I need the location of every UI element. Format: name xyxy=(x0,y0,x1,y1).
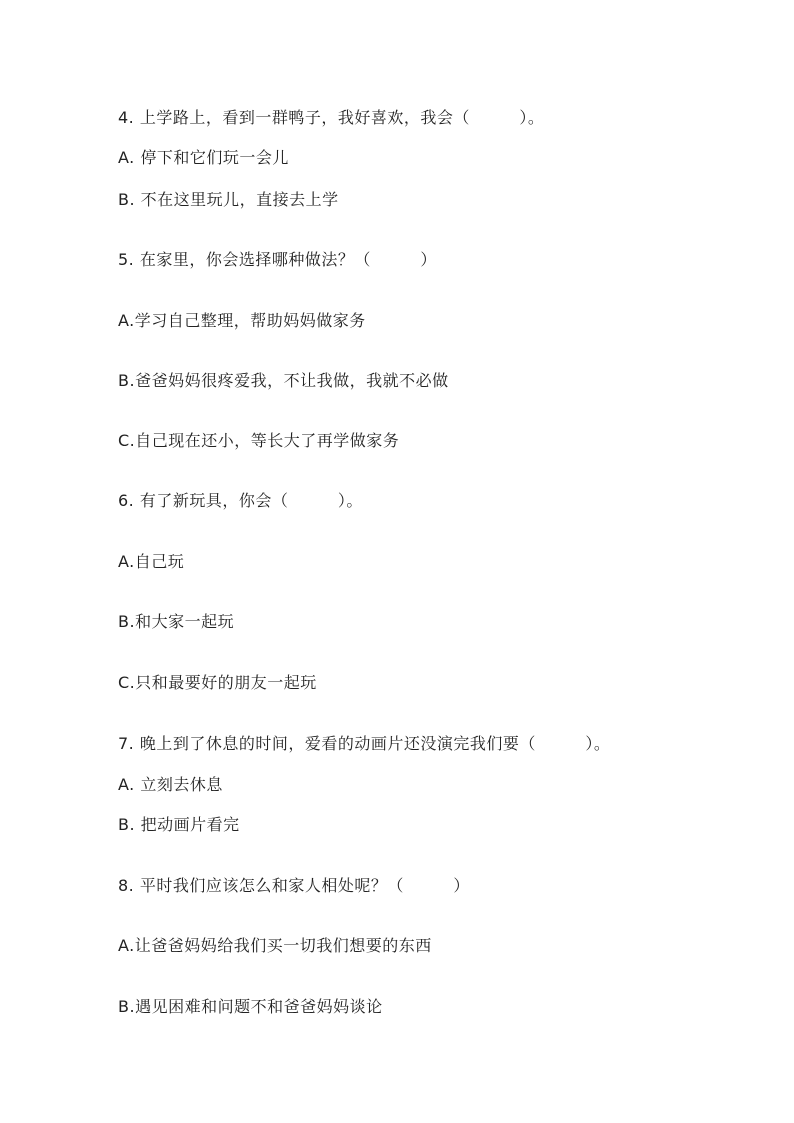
question-7-option-a: A. 立刻去休息 xyxy=(118,775,223,794)
question-4-option-a: A. 停下和它们玩一会儿 xyxy=(118,148,289,167)
question-5-option-a: A.学习自己整理，帮助妈妈做家务 xyxy=(118,311,366,330)
question-4-stem: 4. 上学路上，看到一群鸭子，我好喜欢，我会（ ）。 xyxy=(118,108,545,127)
question-6-stem: 6. 有了新玩具，你会（ ）。 xyxy=(118,491,363,510)
question-5-option-c: C.自己现在还小，等长大了再学做家务 xyxy=(118,431,400,450)
question-7-stem: 7. 晚上到了休息的时间，爱看的动画片还没演完我们要（ ）。 xyxy=(118,734,611,753)
question-8-option-b: B.遇见困难和问题不和爸爸妈妈谈论 xyxy=(118,997,383,1016)
question-8-option-a: A.让爸爸妈妈给我们买一切我们想要的东西 xyxy=(118,936,432,955)
question-5-option-b: B.爸爸妈妈很疼爱我，不让我做，我就不必做 xyxy=(118,371,449,390)
question-6-option-b: B.和大家一起玩 xyxy=(118,612,235,631)
question-5-stem: 5. 在家里，你会选择哪种做法？（ ） xyxy=(118,250,437,269)
question-4-option-b: B. 不在这里玩儿，直接去上学 xyxy=(118,190,339,209)
question-8-stem: 8. 平时我们应该怎么和家人相处呢？（ ） xyxy=(118,876,470,895)
question-6-option-a: A.自己玩 xyxy=(118,552,185,571)
question-7-option-b: B. 把动画片看完 xyxy=(118,815,240,834)
question-6-option-c: C.只和最要好的朋友一起玩 xyxy=(118,673,317,692)
